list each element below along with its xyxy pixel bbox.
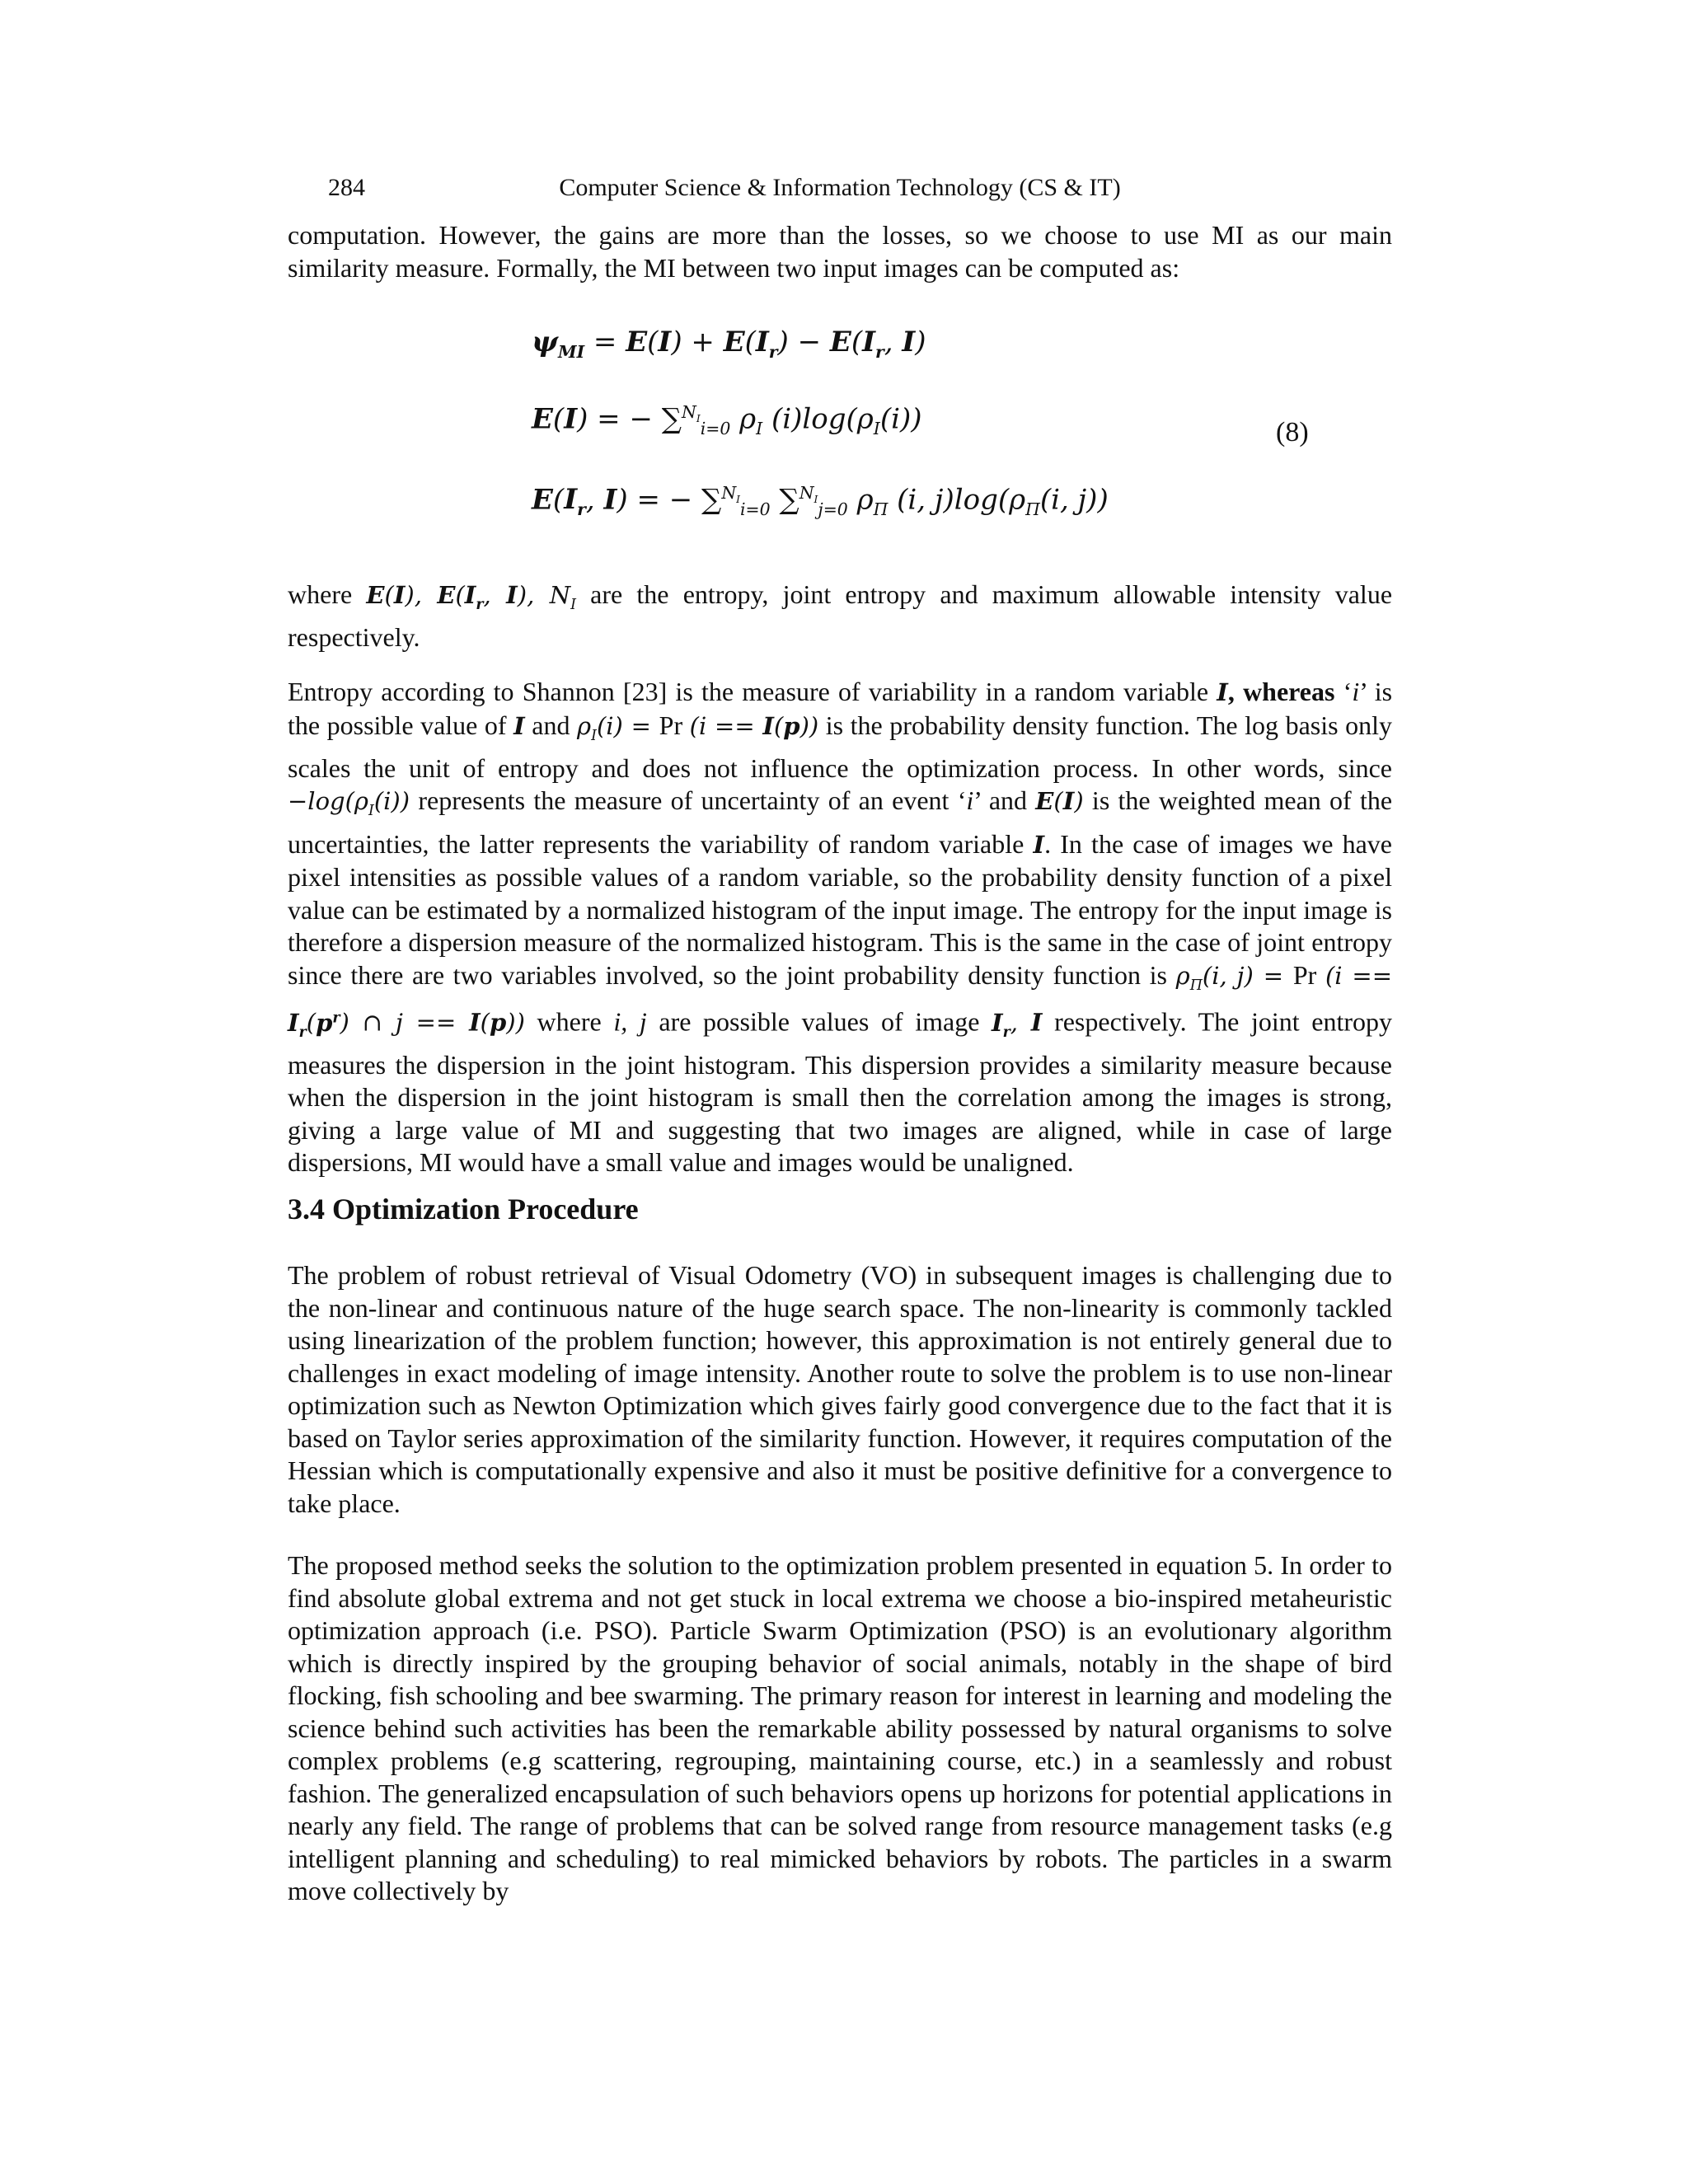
- paragraph-5-text: The proposed method seeks the solution to the optimization problem presented in equation 5. In order to find absolute global extrema and not get stuck in local extrema we choose a bio-inspired metaheuristic optimization approach (i.e. PSO). Particle Swarm Optimization (PSO) is an evolutionary algorithm which is directly inspired by the grouping behavior of social animals, notably in the shape of bird flocking, fish schooling and bee swarming. The primary reason for interest in learning and modeling the science behind such activities has been the remarkable ability possessed by natural organisms to solve complex problems (e.g scattering, regrouping, maintaining course, etc.) in a seamlessly and robust fashion. The generalized encapsulation of such behaviors opens up horizons for potential applications in nearly any field. The range of problems that can be solved range from resource management tasks (e.g intelligent planning and scheduling) to real mimicked behaviors by robots. The particles in a swarm move collectively by: [288, 1550, 1392, 1905]
- p3-s7: and: [988, 785, 1028, 816]
- section-heading: 3.4 Optimization Procedure: [288, 1193, 639, 1226]
- p3-s2: , whereas: [1227, 677, 1335, 706]
- p3-s8: is the weighted mean of the uncertainties, the latter represents the variability of random variable: [288, 785, 1393, 859]
- paragraph-4-text: The problem of robust retrieval of Visual Odometry (VO) in subsequent images is challenging due to the non-linear and continuous nature of the huge search space. The non-linearity is commonly tackled using linearization of the problem function; however, this approximation is not entirely general due to challenges in exact modeling of image intensity. Another route to solve the problem is to use non-linear optimization such as Newton Optimization which gives fairly good convergence due to the fact that it is based on Taylor series approximation of the similarity function. However, it requires computation of the Hessian which is computationally expensive and also it must be positive definitive for a convergence to take place.: [288, 1260, 1392, 1518]
- p3-s1: Entropy according to Shannon [23] is the measure of variability in a random variable: [288, 677, 1209, 706]
- p3-s6: represents the measure of uncertainty of an event: [418, 785, 950, 816]
- paragraph-1-text: computation. However, the gains are more than the losses, so we choose to use MI as our main similarity measure. Formally, the MI between two input images can be computed as:: [288, 220, 1392, 283]
- paragraph-4: [288, 1259, 1392, 1520]
- p3-s4: and: [532, 710, 570, 740]
- p3-s9: . In the case of images we have pixel intensities as possible values of a random variable, so the probability density function of a pixel value can be estimated by a normalized histogram of the input image. The entropy for the input image is therefore a dispersion measure of the normalized histogram. This is the same in the case of joint entropy since there are two variables involved, so the joint probability density function is: [288, 828, 1392, 990]
- page-header: [328, 171, 1352, 204]
- paragraph-3: Entropy according to Shannon [23] is the measure of variability in a random variable I, whereas ‘i’ is the possible value of I and $\rho_I(i) = Pr$ (i == I(p)) is the probability density function. The log basis only scales the unit of entropy and does not influence the optimization process. In other words, since $-\log(\rho_I(i))$ represents the measure of uncertainty of an event ‘i’ and E(I) is the weighted mean of the uncertainties, the latter represents the variability of random variable I. In the case of images we have pixel intensities as possible values of a random variable, so the probability density function of a pixel value can be estimated by a normalized histogram of the input image. The entropy for the input image is therefore a dispersion measure of the normalized histogram. This is the same in the case of joint entropy since there are two variables involved, so the joint probability density function is $\rho_\Pi(i$, j) = Pr ($i == I_r(p^r)$ ∩ j == I(p)) where i, j are possible values of image $I_r$, I respectively. The joint entropy measures the dispersion in the joint histogram. This dispersion provides a similarity measure because when the dispersion in the joint histogram is small then the correlation among the images is strong, giving a large value of MI and suggesting that two images are aligned, while in case of large dispersions, MI would have a small value and images would be unaligned.: [288, 677, 1393, 1178]
- paragraph-2: where E(I), $E(I_r$, I), $N_I$ are the entropy, joint entropy and maximum allowable intensity value respectively.: [288, 579, 1393, 653]
- running-title: Computer Science & Information Technology (CS & IT): [559, 174, 1121, 201]
- p3-s5: is the probability density function. The log basis only scales the unit of entropy and does not influence the optimization process. In other words, since: [288, 710, 1393, 783]
- page-number: 284: [328, 174, 365, 201]
- p3-s12: respectively. The joint entropy measures the dispersion in the joint histogram. This dispersion provides a similarity measure because when the dispersion in the joint histogram is small then the correlation among the images is strong, giving a large value of MI and suggesting that two images are aligned, while in case of large dispersions, MI would have a small value and images would be unaligned.: [288, 1006, 1393, 1178]
- paragraph-5: [288, 1549, 1392, 1908]
- p2-end: are the entropy, joint entropy and maximum allowable intensity value respectively.: [288, 579, 1393, 653]
- equation-entropy: E(I) = − ∑$^{N_I}_{i=0}$ $\rho_I$ $(i)\log(\rho_I(i))$: [532, 402, 922, 439]
- equation-mi: $\psi_{MI} = E(I) + E(I_r) - E(I_r$, I): [532, 326, 926, 362]
- equation-number: (8): [1276, 417, 1309, 448]
- paragraph-1: [288, 219, 1392, 284]
- p2-start: where: [288, 579, 353, 609]
- p3-s11: are possible values of image: [659, 1006, 980, 1037]
- p3-s3: is the possible value of: [288, 677, 1393, 740]
- equation-joint-entropy: $E(I_r$, I) = − ∑$^{N_I}_{i=0}$ ∑$^{N_I}_{j=0}$ $\rho_\Pi$ (i, $j)\log(\rho_\Pi(i$, j)): [532, 483, 1109, 520]
- p3-s10: where: [537, 1006, 602, 1037]
- equation-block: [532, 321, 1356, 552]
